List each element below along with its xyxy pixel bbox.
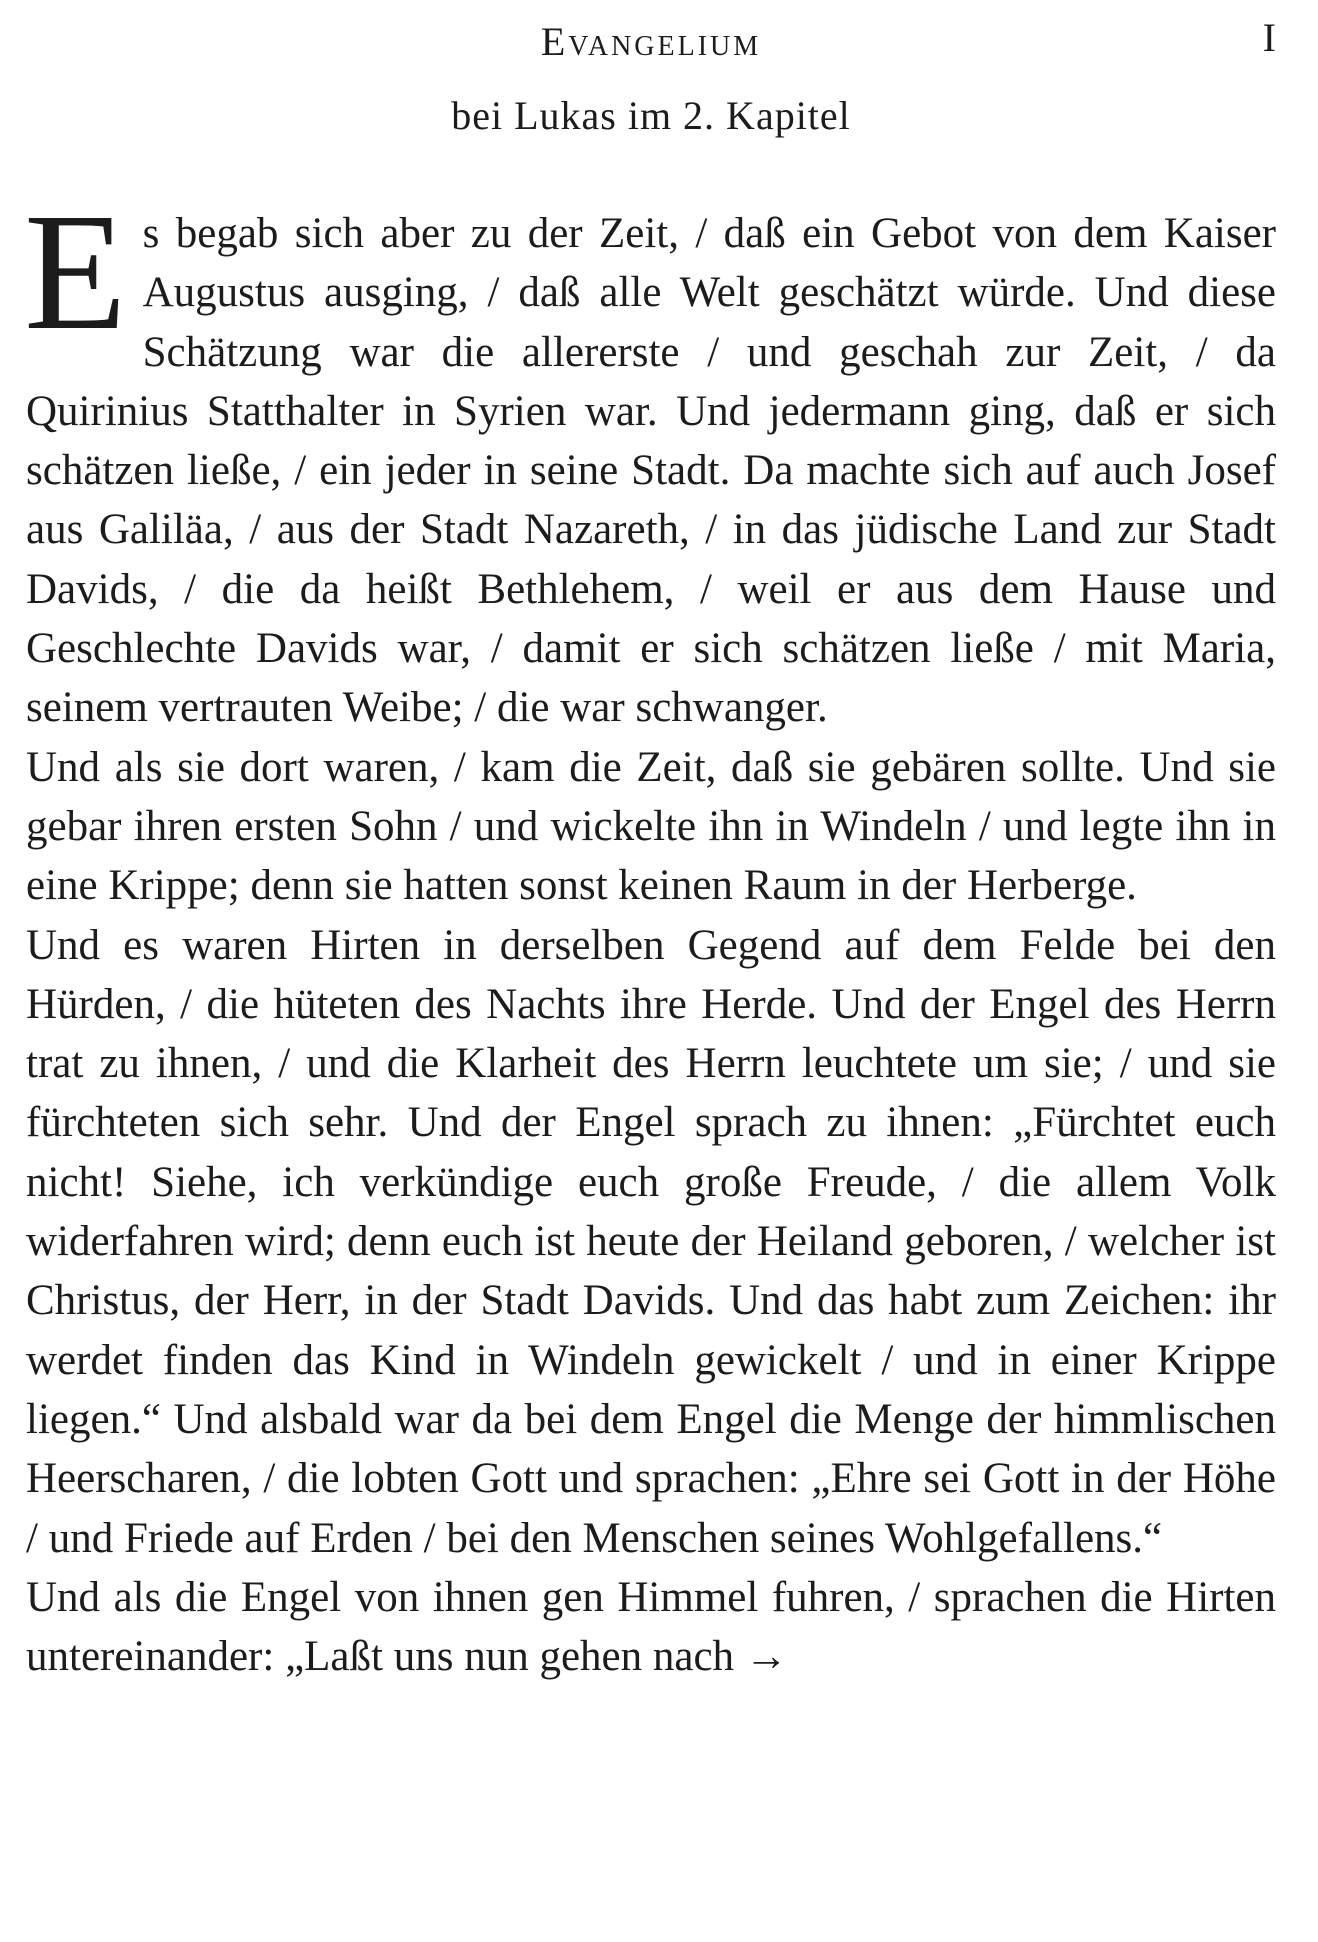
page-number: I [1262,15,1276,60]
paragraph-1 [24,179,1276,738]
paragraph-4: Und als die Engel von ihnen gen Himmel fuhren, / sprachen die Hirten untereinander: „Laßt uns nun gehen nach → [26,1573,1276,1681]
gospel-text [24,179,1276,1686]
paragraph-1-text: s begab sich aber zu der Zeit, / daß ein Gebot von dem Kaiser Augustus ausging, / daß alle Welt geschätzt würde. Und diese Schätzung war die allererste / und geschah zur Zeit, / da Quirinius Statthalter in Syrien war. Und jedermann ging, daß er sich schätzen ließe, / ein jeder in seine Stadt. Da machte sich auf auch Josef aus Galiläa, / aus der Stadt Nazareth, / in das jüdische Land zur Stadt Davids, / die da heißt Bethlehem, / weil er aus dem Hause und Geschlechte Davids war, / damit er sich schätzen ließe / mit Maria, seinem vertrauten Weibe; / die war schwanger. [26,210,1276,732]
drop-cap-initial: E [24,179,127,365]
running-head [26,10,1276,64]
book-page [26,0,1276,1942]
paragraph-2: Und als sie dort waren, / kam die Zeit, daß sie gebären sollte. Und sie gebar ihren ersten Sohn / und wickelte ihn in Windeln / und legte ihn in eine Krippe; denn sie hatten sonst keinen Raum in der Herberge. [26,743,1276,910]
chapter-subtitle: bei Lukas im 2. Kapitel [451,93,851,138]
paragraph-3: Und es waren Hirten in derselben Gegend auf dem Felde bei den Hürden, / die hüteten des Nachts ihre Herde. Und der Engel des Herrn trat zu ihnen, / und die Klarheit des Herrn leuchtete um sie; / und sie fürchteten sich sehr. Und der Engel sprach zu ihnen: „Fürchtet euch nicht! Siehe, ich verkündige euch große Freude, / die allem Volk widerfahren wird; denn euch ist heute der Heiland geboren, / welcher ist Christus, der Herr, in der Stadt Davids. Und das habt zum Zeichen: ihr werdet finden das Kind in Windeln gewickelt / und in einer Krippe liegen.“ Und alsbald war da bei dem Engel die Menge der himmlischen Heerscharen, / die lobten Gott und sprachen: „Ehre sei Gott in der Höhe / und Friede auf Erden / bei den Menschen seines Wohlgefallens.“ [26,921,1276,1562]
page-title: Evangelium [540,19,762,64]
